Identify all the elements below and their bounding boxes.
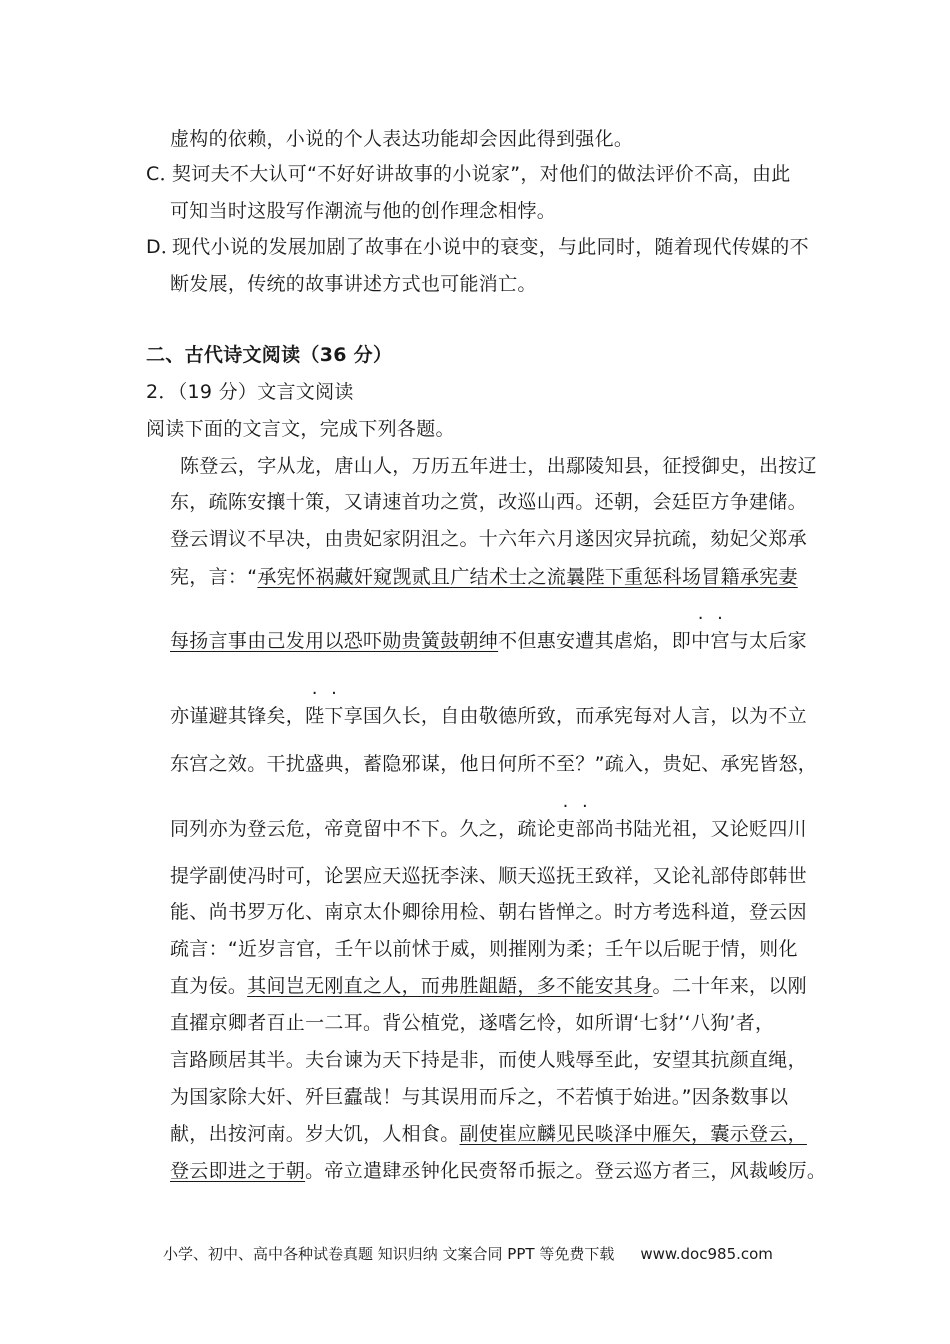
passage-line-11: 疏言：“近岁言官，壬午以前怵于威，则摧刚为柔；壬午以后昵于情，则化: [170, 938, 798, 960]
passage-text: 尚书陆光祖，又论贬四川: [594, 818, 807, 840]
dotted-character: 宫: [710, 630, 730, 652]
underlined-sentence: 副使崔应麟见民啖泽中雁矢，囊示登云，: [459, 1123, 807, 1145]
option-b-continuation: 虚构的依赖，小说的个人表达功能却会因此得到强化。: [170, 128, 634, 150]
passage-text: 直为佞。: [170, 975, 248, 997]
passage-text: 与太后家: [729, 630, 807, 652]
passage-line-3: 登云谓议不早决，由贵妃家阴沮之。十六年六月遂因灾异抗疏，劾妃父郑承: [170, 528, 807, 550]
question-title: 2．（19 分）文言文阅读: [146, 381, 354, 403]
passage-line-12: [170, 974, 807, 998]
passage-line-17: [170, 1159, 826, 1183]
dotted-character: 陛: [305, 705, 325, 727]
footer-site-link[interactable]: www.doc985.com: [640, 1245, 773, 1263]
passage-line-10: 能、尚书罗万化、南京太仆卿徐用检、朝右皆惮之。时方考选科道，登云因: [170, 901, 807, 923]
section-heading: 二、古代诗文阅读（36 分）: [146, 344, 393, 366]
passage-line-16: [170, 1122, 807, 1146]
passage-line-5: [170, 629, 807, 653]
dotted-character: 下: [324, 705, 344, 727]
option-c-label: C．: [146, 163, 179, 185]
passage-text: 。帝立遣肆丞钟化民赍帑币振之。登云巡方者三，风裁峻厉。: [305, 1160, 827, 1182]
option-c-text-line-2: 可知当时这股写作潮流与他的创作理念相悖。: [170, 200, 557, 222]
passage-line-1: 陈登云，字从龙，唐山人，万历五年进士，出鄢陵知县，征授御史，出按辽: [180, 455, 817, 477]
passage-text: 同列亦为登云危，帝竟留中不下。久之，疏论: [170, 818, 557, 840]
passage-line-13: 直擢京卿者百止一二耳。背公植党，遂嗜乞怜，如所谓‘七豺’‘八狗’者，: [170, 1012, 775, 1034]
passage-line-7: 东宫之效。干扰盛典，蓄隐邪谋，他日何所不至？”疏入，贵妃、承宪皆怒，: [170, 753, 818, 775]
passage-text: 。二十年来，以刚: [652, 975, 807, 997]
passage-line-15: 为国家除大奸、歼巨蠹哉！与其误用而斥之，不若慎于始进。”因条数事以: [170, 1086, 789, 1108]
underlined-sentence: 每扬言事由己发用以恐吓勋贵簧鼓朝绅: [170, 630, 499, 652]
passage-text: 献，出按河南。岁大饥，人相食。: [170, 1123, 460, 1145]
underlined-sentence: 承宪怀祸藏奸窥觊贰且广结术士之流曩陛下重惩科场冒籍承宪妻: [257, 566, 798, 588]
passage-line-8: [170, 817, 807, 841]
passage-line-9: 提学副使冯时可，论罢应天巡抚李涞、顺天巡抚王致祥，又论礼部侍郎韩世: [170, 865, 807, 887]
passage-text: 亦谨避其锋矣，: [170, 705, 306, 727]
dotted-character: 中: [691, 630, 711, 652]
dotted-character: 部: [575, 818, 595, 840]
passage-text: 享国久长，自由敬德所致，而承宪每对人言，以为不立: [343, 705, 807, 727]
page-footer: [163, 1244, 773, 1264]
footer-text: 小学、初中、高中各种试卷真题 知识归纳 文案合同 PPT 等免费下载: [163, 1245, 615, 1263]
option-d-label: D．: [146, 236, 181, 258]
underlined-sentence: 登云即进之于朝: [170, 1160, 306, 1182]
passage-text: 宪，言：“: [170, 566, 258, 588]
passage-line-14: 言路顾居其半。夫台谏为天下持是非，而使人贱辱至此，安望其抗颜直绳，: [170, 1049, 807, 1071]
passage-line-4: [170, 565, 798, 589]
instruction-text: 阅读下面的文言文，完成下列各题。: [146, 418, 455, 440]
underlined-sentence: 其间岂无刚直之人，而弗胜龃龉，多不能安其身: [247, 975, 653, 997]
option-c-text-line-1: 契诃夫不大认可“不好好讲故事的小说家”，对他们的做法评价不高，由此: [172, 163, 791, 185]
option-d-text-line-1: 现代小说的发展加剧了故事在小说中的衰变，与此同时，随着现代传媒的不: [172, 236, 809, 258]
passage-line-2: 东，疏陈安攘十策，又请速首功之赏，改巡山西。还朝，会廷臣方争建储。: [170, 491, 807, 513]
option-d-text-line-2: 断发展，传统的故事讲述方式也可能消亡。: [170, 273, 537, 295]
passage-line-6: [170, 704, 807, 728]
passage-text: 不但惠安遭其虐焰，即: [498, 630, 692, 652]
dotted-character: 吏: [556, 818, 576, 840]
